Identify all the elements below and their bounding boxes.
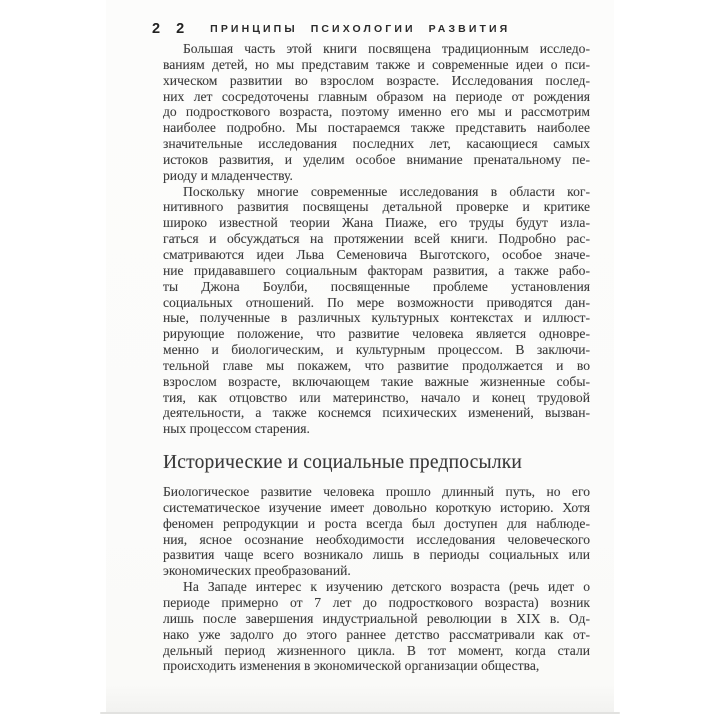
text-line: нако уже задолго до этого раннее детство рассматривали как от- bbox=[163, 626, 590, 642]
text-line: взрослом возрасте, включающем такие важные жизненные собы- bbox=[163, 373, 590, 389]
text-line: происходить изменения в экономической организации общества, bbox=[163, 658, 540, 674]
text-line: широко известной теории Жана Пиаже, его труды будут изла- bbox=[163, 215, 590, 231]
book-page bbox=[106, 0, 614, 713]
text-line: лишь после завершения индустриальной революции в XIX в. Од- bbox=[163, 610, 590, 626]
text-line: менно и биологическим, и культурным процессом. В заключи- bbox=[163, 342, 590, 358]
text-line: ваниям детей, но мы представим также и современные идеи о пси- bbox=[163, 56, 590, 72]
text-line: ные, полученные в различных культурных контекстах и иллюст- bbox=[163, 310, 590, 326]
text-line: деятельности, а также коснемся психических изменений, вызван- bbox=[163, 405, 590, 421]
text-line: хическом развитии во взрослом возрасте. Исследования послед- bbox=[163, 72, 590, 88]
paragraph bbox=[163, 484, 590, 579]
text-line: ты Джона Боулби, посвященные проблеме установления bbox=[163, 278, 590, 294]
text-line: сматриваются идеи Льва Семеновича Выготского, особое значе- bbox=[163, 246, 590, 262]
text-line: тельной главе мы покажем, что развитие продолжается и во bbox=[163, 357, 590, 373]
text-line: гаться и обсуждаться на протяжении всей книги. Подробно рас- bbox=[163, 231, 590, 247]
text-line: феномен репродукции и роста всегда был доступен для наблюде- bbox=[163, 515, 590, 531]
running-title: ПРИНЦИПЫ ПСИХОЛОГИИ РАЗВИТИЯ bbox=[210, 23, 511, 35]
text-line: до подросткового возраста, поэтому именно его мы и рассмотрим bbox=[163, 104, 590, 120]
text-line: них лет сосредоточены главным образом на периоде от рождения bbox=[163, 88, 590, 104]
section-heading: Исторические и социальные предпосылки bbox=[163, 452, 523, 474]
text-line: риоду и младенчеству. bbox=[163, 167, 293, 183]
text-line: социальных отношений. По мере возможности приводятся дан- bbox=[163, 294, 590, 310]
paragraph bbox=[163, 41, 590, 184]
text-line: На Западе интерес к изучению детского возраста (речь идет о bbox=[183, 579, 590, 595]
text-line: ния, ясное осознание необходимости исследования человеческого bbox=[163, 531, 590, 547]
text-line: дельный период жизненного цикла. В тот момент, когда стали bbox=[163, 642, 590, 658]
page-number: 2 2 bbox=[152, 21, 191, 37]
text-line: тия, как отцовство или материнство, начало и конец трудовой bbox=[163, 389, 590, 405]
text-line: ние придававшего социальным факторам развития, а также рабо- bbox=[163, 262, 590, 278]
text-line: систематическое изучение имеет довольно короткую историю. Хотя bbox=[163, 499, 590, 515]
text-line: Большая часть этой книги посвящена традиционным исследо- bbox=[183, 41, 590, 56]
text-line: ных процессом старения. bbox=[163, 421, 310, 437]
text-line: экономических преобразований. bbox=[163, 563, 351, 579]
text-line: Поскольку многие современные исследования в области ког- bbox=[183, 183, 590, 199]
text-line: нитивного развития посвящены детальной проверке и критике bbox=[163, 199, 590, 215]
text-line: развития чаще всего возникало лишь в периоды социальных или bbox=[163, 547, 590, 563]
paragraph bbox=[163, 579, 590, 674]
paragraph bbox=[163, 184, 590, 438]
text-line: периоде примерно от 7 лет до подросткового возраста) возник bbox=[163, 595, 590, 610]
text-line: истоков развития, и уделим особое внимание пренатальному пе- bbox=[163, 151, 590, 167]
text-line: Биологическое развитие человека прошло длинный путь, но его bbox=[163, 484, 590, 500]
text-line: значительные исследования последних лет, касающиеся самых bbox=[163, 136, 590, 152]
text-line: рирующие положение, что развитие человека является одновре- bbox=[163, 326, 590, 342]
text-line: наиболее подробно. Мы постараемся также представить наиболее bbox=[163, 120, 590, 136]
page-body bbox=[163, 41, 590, 674]
page-header bbox=[152, 20, 510, 38]
